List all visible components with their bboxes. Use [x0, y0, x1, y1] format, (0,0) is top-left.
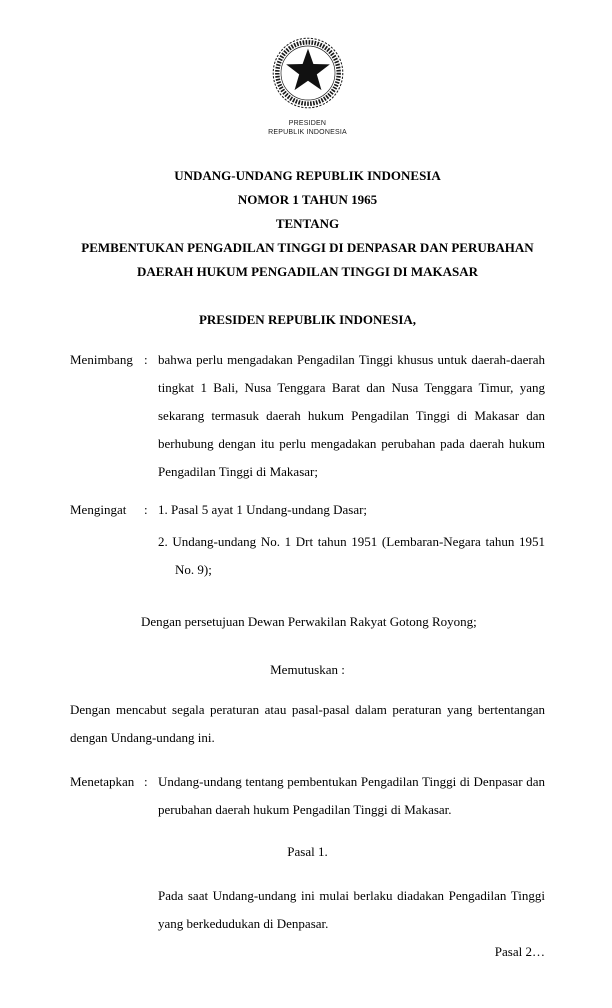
menimbang-text: bahwa perlu mengadakan Pengadilan Tinggi khusus untuk daerah-daerah tingkat 1 Bali, Nusa Tenggara Barat dan Nusa Tenggara Timur, yang sekarang termasuk daerah hukum Pengadilan Tinggi di Makasar dan berhubung dengan itu perlu mengadakan perubahan pada daerah hukum Pengadilan Tinggi di Makasar;: [158, 352, 545, 479]
opening-line: PRESIDEN REPUBLIK INDONESIA,: [198, 312, 417, 327]
title-line3: TENTANG: [275, 216, 340, 231]
mengingat-item-1: 1. Pasal 5 ayat 1 Undang-undang Dasar;: [158, 502, 368, 517]
mengingat-section: [70, 496, 545, 584]
mengingat-label: Mengingat: [70, 502, 127, 517]
menetapkan-label: Menetapkan: [70, 774, 135, 789]
seal-caption-line2: REPUBLIK INDONESIA: [268, 129, 347, 136]
mengingat-item-2: 2. Undang-undang No. 1 Drt tahun 1951 (Lembaran-Negara tahun 1951 No. 9);: [158, 534, 545, 577]
menimbang-colon: :: [144, 352, 148, 367]
pasal1-heading: Pasal 1.: [287, 844, 328, 859]
seal-caption-line1: PRESIDEN: [288, 120, 327, 127]
title-line1: UNDANG-UNDANG REPUBLIK INDONESIA: [174, 168, 441, 183]
mengingat-items: [158, 496, 545, 584]
seal-caption: [70, 119, 545, 137]
menetapkan-text: Undang-undang tentang pembentukan Pengadilan Tinggi di Denpasar dan perubahan daerah hukum Pengadilan Tinggi di Makasar.: [158, 774, 545, 817]
presidential-seal-icon: [271, 36, 345, 110]
page-continuation-marker: Pasal 2…: [494, 944, 545, 959]
memutuskan-heading: Memutuskan :: [270, 662, 345, 677]
pasal1-text: Pada saat Undang-undang ini mulai berlaku diadakan Pengadilan Tinggi yang berkedudukan di Denpasar.: [158, 888, 545, 931]
document-title: [70, 164, 545, 284]
title-line2: NOMOR 1 TAHUN 1965: [237, 192, 378, 207]
persetujuan-line: Dengan persetujuan Dewan Perwakilan Rakyat Gotong Royong;: [141, 614, 477, 629]
title-line4: PEMBENTUKAN PENGADILAN TINGGI DI DENPASAR DAN PERUBAHAN DAERAH HUKUM PENGADILAN TINGGI DI MAKASAR: [81, 240, 534, 279]
menimbang-label: Menimbang: [70, 352, 133, 367]
menetapkan-section: [70, 768, 545, 824]
menetapkan-colon: :: [144, 774, 148, 789]
mengingat-colon: :: [144, 502, 148, 517]
menimbang-section: [70, 346, 545, 486]
document-header: [70, 36, 545, 137]
mencabut-paragraph: Dengan mencabut segala peraturan atau pasal-pasal dalam peraturan yang bertentangan dengan Undang-undang ini.: [70, 702, 545, 745]
